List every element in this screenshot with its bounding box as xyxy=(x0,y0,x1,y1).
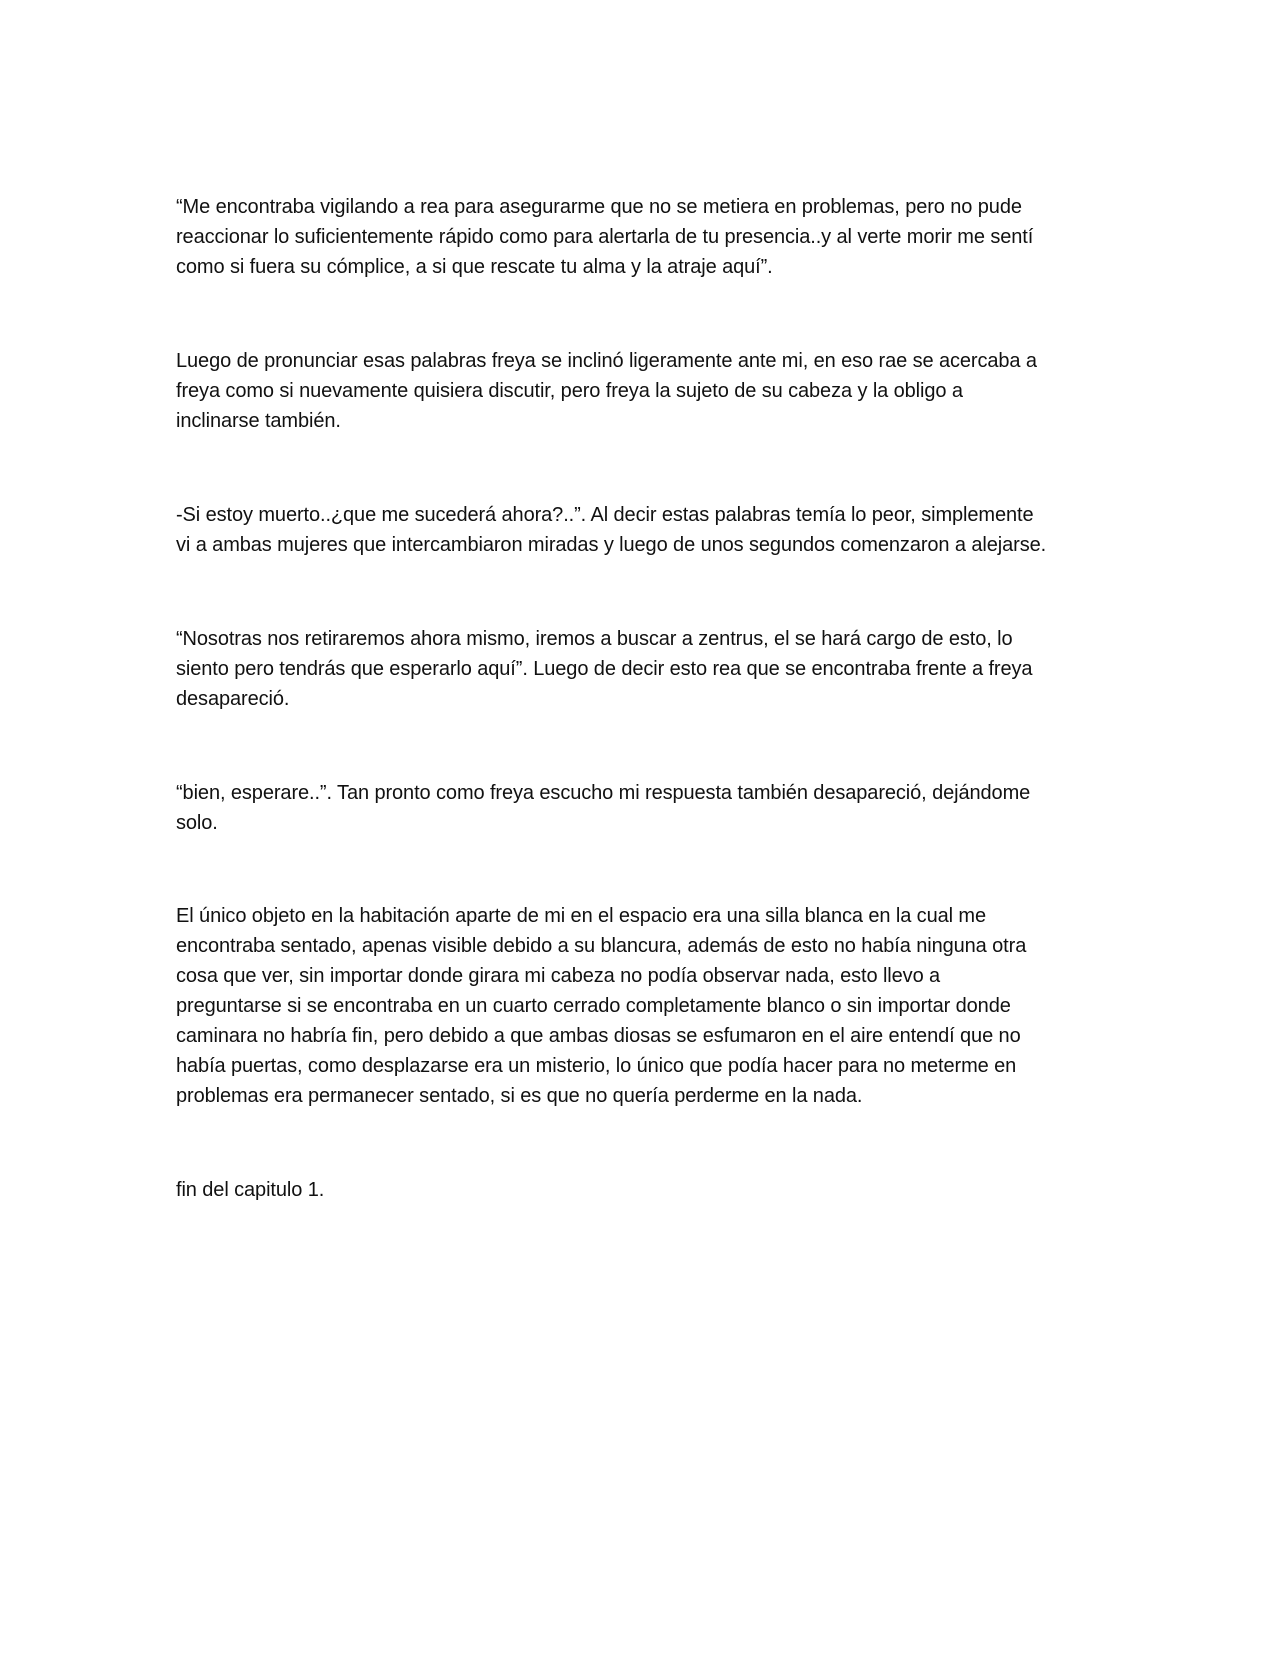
paragraph-line: inclinarse también. xyxy=(176,410,341,432)
paragraph-line: problemas era permanecer sentado, si es que no quería perderme en la nada. xyxy=(176,1085,863,1107)
document-body xyxy=(176,192,1106,1205)
paragraph-4 xyxy=(176,624,1106,714)
chapter-end xyxy=(176,1175,1106,1205)
paragraph-line: vi a ambas mujeres que intercambiaron miradas y luego de unos segundos comenzaron a alejarse. xyxy=(176,534,1047,556)
paragraph-6 xyxy=(176,901,1106,1111)
paragraph-line: caminara no habría fin, pero debido a que ambas diosas se esfumaron en el aire entendí que no xyxy=(176,1025,1021,1047)
paragraph-5 xyxy=(176,778,1106,838)
paragraph-line: Luego de pronunciar esas palabras freya se inclinó ligeramente ante mi, en eso rae se acercaba a xyxy=(176,350,1037,372)
paragraph-line: había puertas, como desplazarse era un misterio, lo único que podía hacer para no meterme en xyxy=(176,1055,1017,1077)
paragraph-1 xyxy=(176,192,1106,282)
paragraph-line: freya como si nuevamente quisiera discutir, pero freya la sujeto de su cabeza y la obligo a xyxy=(176,380,963,402)
paragraph-line: “Nosotras nos retiraremos ahora mismo, iremos a buscar a zentrus, el se hará cargo de esto, lo xyxy=(176,628,1013,650)
paragraph-line: cosa que ver, sin importar donde girara mi cabeza no podía observar nada, esto llevo a xyxy=(176,965,941,987)
paragraph-line: -Si estoy muerto..¿que me sucederá ahora?..”. Al decir estas palabras temía lo peor, simplemente xyxy=(176,504,1034,526)
paragraph-line: desapareció. xyxy=(176,688,290,710)
paragraph-line: siento pero tendrás que esperarlo aquí”. Luego de decir esto rea que se encontraba frente a freya xyxy=(176,658,1033,680)
paragraph-line: encontraba sentado, apenas visible debido a su blancura, además de esto no había ninguna otra xyxy=(176,935,1027,957)
paragraph-3 xyxy=(176,500,1106,560)
paragraph-2 xyxy=(176,346,1106,436)
paragraph-line: solo. xyxy=(176,812,218,834)
paragraph-line: El único objeto en la habitación aparte de mi en el espacio era una silla blanca en la cual me xyxy=(176,905,987,927)
paragraph-line: como si fuera su cómplice, a si que rescate tu alma y la atraje aquí”. xyxy=(176,256,773,278)
paragraph-line: reaccionar lo suficientemente rápido como para alertarla de tu presencia..y al verte morir me sentí xyxy=(176,226,1034,248)
paragraph-line: fin del capitulo 1. xyxy=(176,1179,325,1201)
paragraph-line: “Me encontraba vigilando a rea para asegurarme que no se metiera en problemas, pero no pude xyxy=(176,196,1022,218)
paragraph-line: preguntarse si se encontraba en un cuarto cerrado completamente blanco o sin importar donde xyxy=(176,995,1011,1017)
paragraph-line: “bien, esperare..”. Tan pronto como freya escucho mi respuesta también desapareció, dejándome xyxy=(176,782,1031,804)
